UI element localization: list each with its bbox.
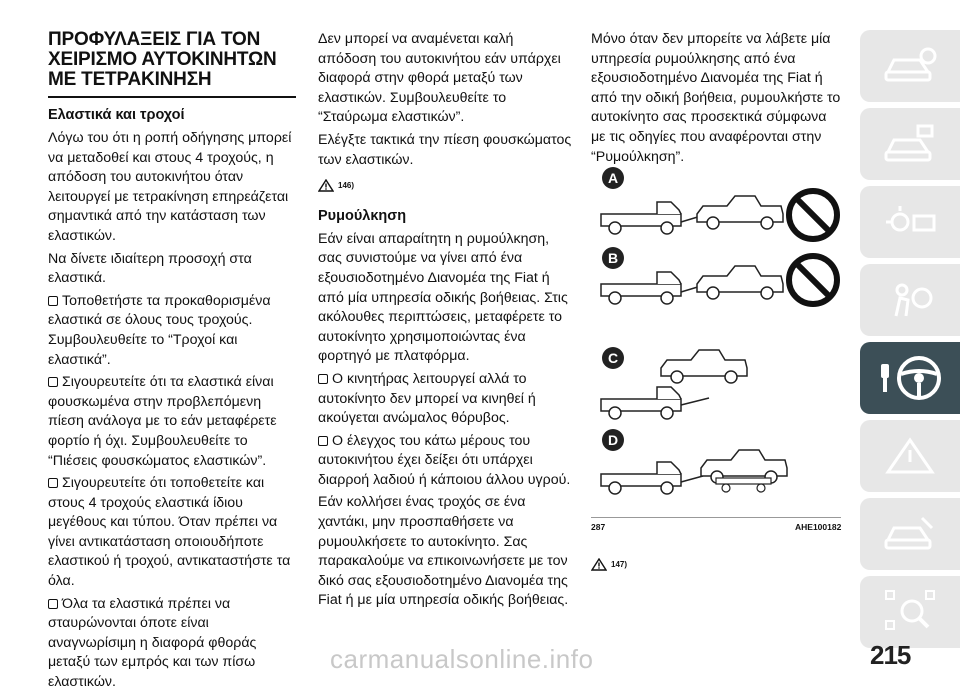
- emergency-triangle-icon: [882, 436, 938, 476]
- bullet-text: Σιγουρευτείτε ότι τοποθετείτε και στους 4 τροχούς ελαστικά ίδιου μεγέθους και τύπου. Όταν πρέπει να γίνει αντικατάσταση οποιουδήποτε ελαστικού ή τροχού, αντικαταστήστε τα όλα.: [48, 475, 291, 590]
- warning-triangle-icon: [591, 558, 607, 571]
- tab-vehicle-info[interactable]: [860, 30, 960, 102]
- bullet-text: Ο κινητήρας λειτουργεί αλλά το αυτοκίνητο δεν μπορεί να κινηθεί ή ακούγεται ανώμαλος θόρυβος.: [318, 370, 536, 427]
- tab-lights[interactable]: [860, 186, 960, 258]
- warning-triangle-icon: [318, 179, 334, 192]
- tab-dashboard[interactable]: [860, 108, 960, 180]
- prohibited-icon: [789, 256, 837, 304]
- paragraph: Εάν κολλήσει ένας τροχός σε ένα χαντάκι, μην προσπαθήσετε να ρυμουλκήσετε το αυτοκίνητο. Σας παρακαλούμε να επικοινωνήσετε με τον δικό σας εξουσιοδοτημένο Διανομέα της Fiat ή με μία υπηρεσία οδικής βοήθειας.: [318, 494, 569, 609]
- bullet-item: [318, 432, 573, 491]
- subheading-towing: Ρυμούλκηση: [318, 207, 407, 224]
- checkbox-bullet-icon: [48, 599, 58, 609]
- checkbox-bullet-icon: [48, 478, 58, 488]
- tab-safety[interactable]: [860, 264, 960, 336]
- figure-row-a: [601, 167, 837, 239]
- column-3: [591, 30, 841, 170]
- paragraph: Εάν είναι απαραίτητη η ρυμούλκηση, σας συνιστούμε να γίνει από ένα εξουσιοδοτημένο Διανομέα της Fiat ή από μία υπηρεσία οδικής βοήθειας. Στις ακόλουθες περιπτώσεις, μεταφέρετε το αυτοκίνητο χρησιμοποιώντας ένα φορτηγό με πλατφόρμα.: [318, 230, 568, 365]
- chapter-tabs: [860, 30, 960, 654]
- paragraph: Μόνο όταν δεν μπορείτε να λάβετε μία υπηρεσία ρυμούλκησης από ένα εξουσιοδοτημένο Διανομέα της Fiat ή από την οδική βοήθεια, ρυμουλκήστε το αυτοκίνητο σας προσεκτικά σύμφωνα με τις οδηγίες που αναφέρονται στην “Ρυμούλκηση”.: [591, 31, 841, 165]
- bullet-item: [48, 474, 298, 592]
- column-1: [48, 30, 298, 696]
- paragraph: Ελέγξτε τακτικά την πίεση φουσκώματος των ελαστικών.: [318, 131, 572, 168]
- bullet-text: Ο έλεγχος του κάτω μέρους του αυτοκινήτου έχει δείξει ότι υπάρχει διαρροή λαδιού ή κάποιου άλλου υγρού.: [318, 432, 571, 488]
- tab-maintenance[interactable]: [860, 498, 960, 570]
- figure-row-d: [601, 429, 787, 494]
- figure-label-c: C: [607, 350, 619, 366]
- towing-figure: [591, 160, 841, 520]
- light-warning-icon: [882, 202, 938, 242]
- index-letters-icon: [882, 587, 938, 637]
- figure-code: AHE100182: [795, 522, 842, 532]
- bullet-item: [48, 292, 298, 370]
- checkbox-bullet-icon: [318, 374, 328, 384]
- tab-index[interactable]: [860, 576, 960, 648]
- page-number: 215: [870, 640, 911, 670]
- figure-label-b: B: [607, 250, 619, 266]
- warning-reference: [591, 558, 627, 571]
- bullet-item: [48, 373, 298, 471]
- figure-label-a: A: [607, 170, 619, 186]
- prohibited-icon: [789, 191, 837, 239]
- warning-reference: [318, 176, 573, 196]
- warning-ref-text: 146): [338, 181, 355, 191]
- bullet-text: Όλα τα ελαστικά πρέπει να σταυρώνονται όποτε είναι αναγνωρίσιμη η διαφορά φθοράς μεταξύ των εμπρός και των πίσω ελαστικών.: [48, 595, 257, 691]
- bullet-text: Σιγουρευτείτε ότι τα ελαστικά είναι φουσκωμένα στην προβλεπόμενη πίεση ανάλογα με το εάν μεταφέρετε φορτίο ή όχι. Συμβουλευθείτε το “Πιέσεις φουσκώματος ελαστικών”.: [48, 374, 277, 469]
- section-title: [48, 30, 298, 90]
- car-service-icon: [882, 514, 938, 554]
- title-line: ΧΕΙΡΙΣΜΟ ΑΥΤΟΚΙΝΗΤΩΝ: [48, 49, 277, 70]
- title-line: ΠΡΟΦΥΛΑΞΕΙΣ ΓΙΑ ΤΟΝ: [48, 29, 261, 50]
- checkbox-bullet-icon: [48, 377, 58, 387]
- warning-ref-text: 147): [611, 560, 628, 569]
- bullet-text: Τοποθετήστε τα προκαθορισμένα ελαστικά σε όλους τους τροχούς. Συμβουλευθείτε το “Τροχοί και ελαστικά”.: [48, 292, 271, 368]
- paragraph: Λόγω του ότι η ροπή οδήγησης μπορεί να μεταδοθεί και στους 4 τροχούς, η απόδοση του αυτοκινήτου όταν λειτουργεί με τετρακίνηση επηρεάζεται σημαντικά από την κατάσταση των ελαστικών.: [48, 130, 292, 244]
- steering-wheel-icon: [875, 350, 945, 406]
- column-2: [318, 30, 573, 614]
- checkbox-bullet-icon: [318, 436, 328, 446]
- towing-illustration: [591, 160, 841, 520]
- tab-driving[interactable]: [860, 342, 960, 414]
- title-rule: [48, 96, 296, 98]
- figure-label-d: D: [607, 432, 619, 448]
- figure-number: 287: [591, 522, 606, 532]
- figure-row-c: [601, 347, 747, 419]
- checkbox-bullet-icon: [48, 296, 58, 306]
- title-line: ΜΕ ΤΕΤΡΑΚΙΝΗΣΗ: [48, 69, 212, 90]
- airbag-icon: [882, 280, 938, 320]
- watermark: carmanualsonline.info: [330, 644, 594, 674]
- paragraph: Να δίνετε ιδιαίτερη προσοχή στα ελαστικά.: [48, 250, 252, 287]
- figure-divider: [591, 517, 841, 518]
- paragraph: Δεν μπορεί να αναμένεται καλή απόδοση του αυτοκινήτου εάν υπάρχει διαφορά στην φθορά μεταξύ των ελαστικών. Συμβουλευθείτε το “Σταύρωμα ελαστικών”.: [318, 31, 561, 126]
- tab-emergency[interactable]: [860, 420, 960, 492]
- subheading-tyres: Ελαστικά και τροχοί: [48, 107, 185, 123]
- figure-row-b: [601, 247, 837, 304]
- car-dashboard-icon: [882, 124, 938, 164]
- bullet-item: [318, 370, 573, 429]
- car-info-icon: [882, 46, 938, 86]
